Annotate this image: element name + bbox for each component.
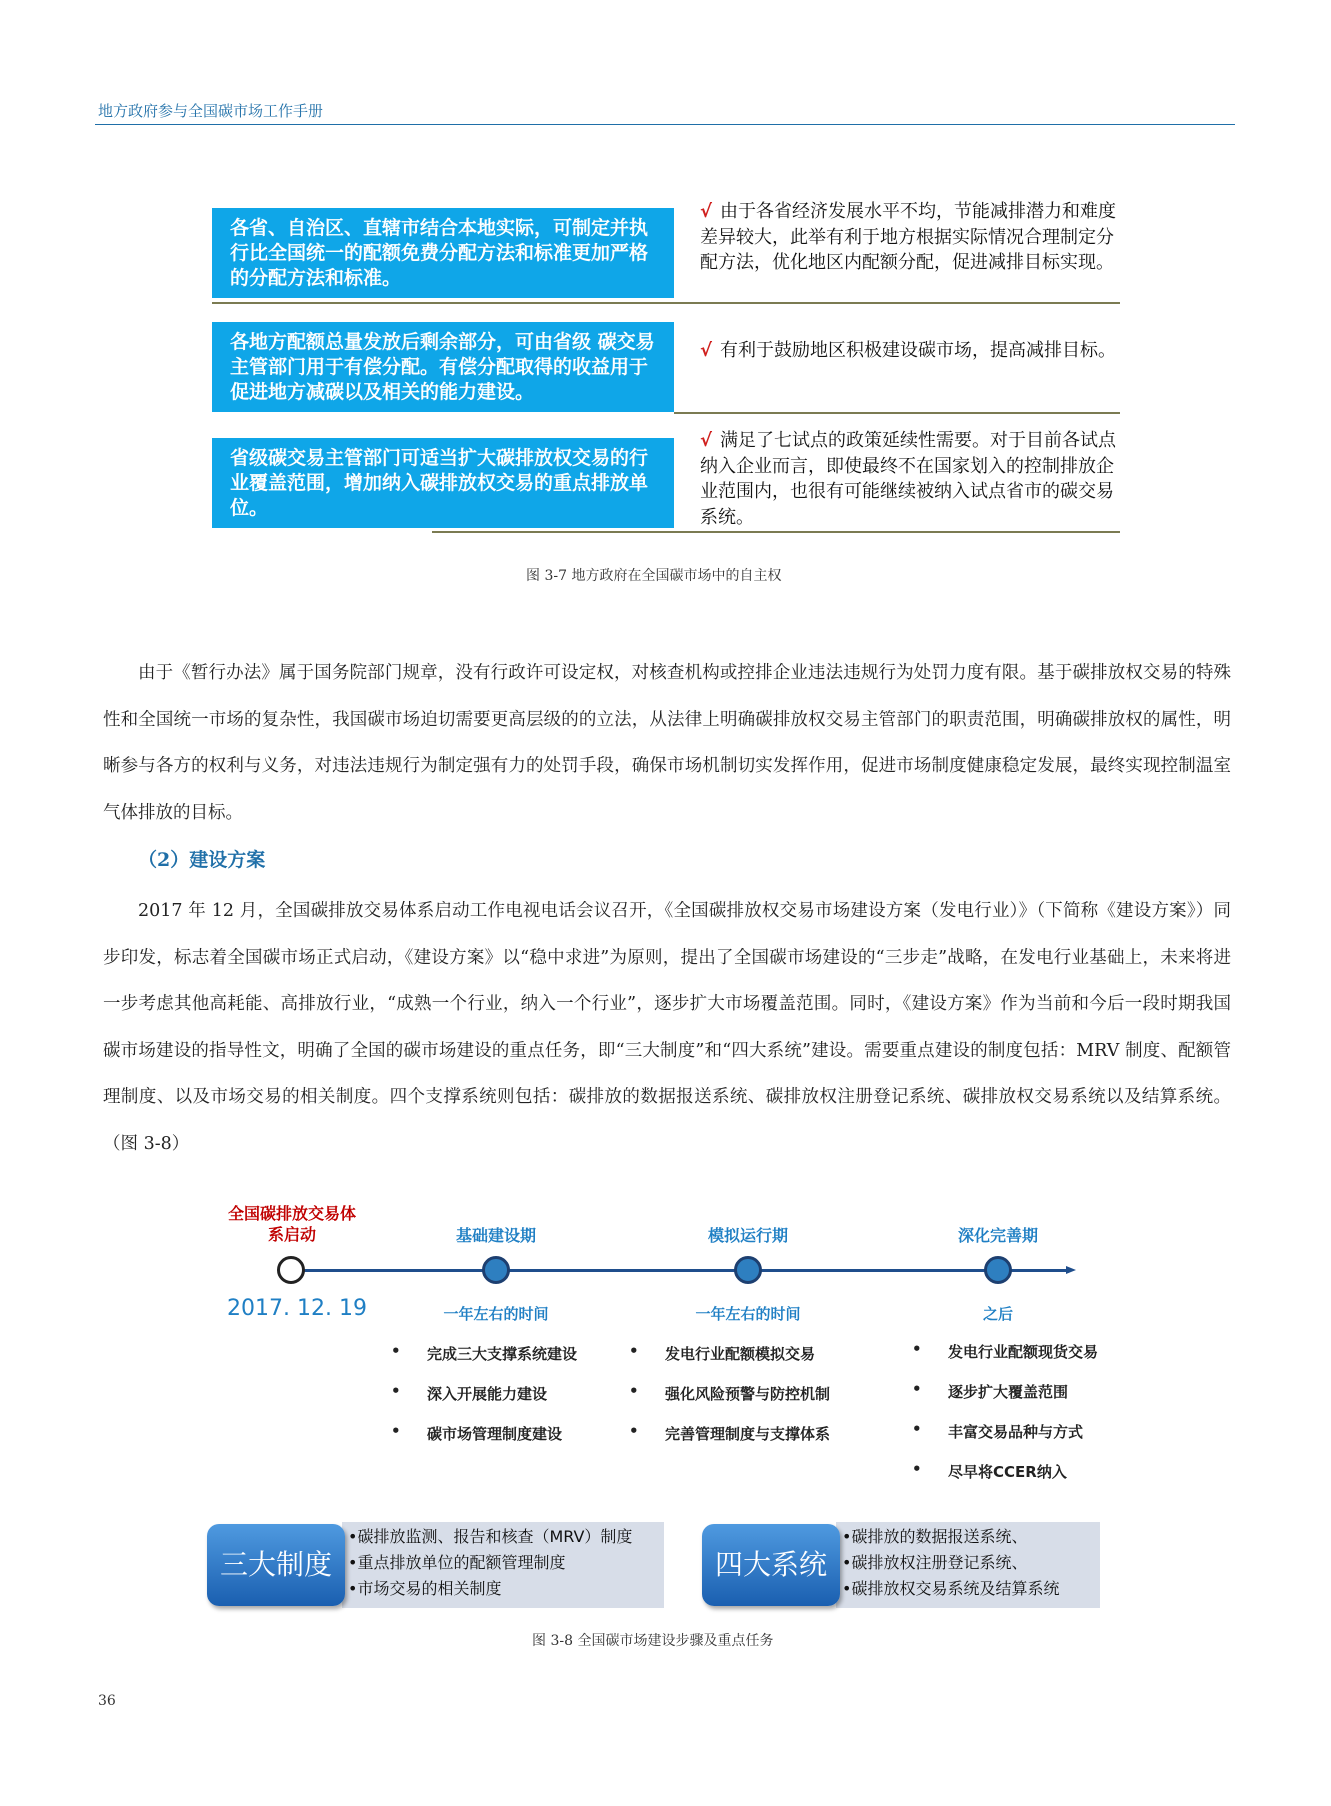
fig7-right-text-2 — [700, 338, 1118, 364]
phase-3-item: • 发电行业配额现货交易 — [912, 1341, 1098, 1381]
phase-2-item: • 强化风险预警与防控机制 — [629, 1383, 830, 1423]
body-paragraph-1: 由于《暂行办法》属于国务院部门规章，没有行政许可设定权，对核查机构或控排企业违法违规行为处罚力度有限。基于碳排放权交易的特殊性和全国统一市场的复杂性，我国碳市场迫切需要更高层级的的立法，从法律上明确碳排放权交易主管部门的职责范围，明确碳排放权的属性，明晰参与各方的权利与义务，对违法违规行为制定强有力的处罚手段，确保市场机制切实发挥作用，促进市场制度健康稳定发展，最终实现控制温室气体排放的目标。 — [103, 663, 1231, 823]
start-date: 2017. 12. 19 — [227, 1296, 367, 1321]
figure-3-7-caption: 图 3-7 地方政府在全国碳市场中的自主权 — [526, 568, 782, 584]
three-systems-item: •碳排放监测、报告和核查（MRV）制度 — [348, 1527, 633, 1546]
phase-items-1 — [391, 1343, 577, 1463]
fig7-right-content-2: 有利于鼓励地区积极建设碳市场，提高减排目标。 — [720, 340, 1117, 361]
phase-node-3 — [984, 1256, 1012, 1284]
fig7-left-box-2: 各地方配额总量发放后剩余部分，可由省级 碳交易主管部门用于有偿分配。有偿分配取得的收益用于促进地方减碳以及相关的能力建设。 — [212, 322, 674, 412]
start-label-line-2: 系启动 — [267, 1225, 316, 1244]
phase-title-1: 基础建设期 — [455, 1226, 536, 1245]
four-systems-title: 四大系统 — [702, 1524, 840, 1606]
fig7-right-text-1 — [700, 199, 1118, 276]
phase-1-item: • 碳市场管理制度建设 — [391, 1423, 577, 1463]
body-paragraph-2: 2017 年 12 月，全国碳排放交易体系启动工作电视电话会议召开，《全国碳排放权交易市场建设方案（发电行业）》（下简称《建设方案》）同步印发，标志着全国碳市场正式启动，《建设方案》以“稳中求进”为原则，提出了全国碳市场建设的“三步走”战略，在发电行业基础上，未来将进一步考虑其他高耗能、高排放行业，“成熟一个行业，纳入一个行业”，逐步扩大市场覆盖范围。同时，《建设方案》作为当前和今后一段时期我国碳市场建设的指导性文，明确了全国的碳市场建设的重点任务，即“三大制度”和“四大系统”建设。需要重点建设的制度包括：MRV 制度、配额管理制度、以及市场交易的相关制度。四个支撑系统则包括：碳排放的数据报送系统、碳排放权注册登记系统、碳排放权交易系统以及结算系统。（图 3-8） — [103, 901, 1231, 1154]
fig7-divider-1 — [212, 302, 1120, 304]
start-label — [212, 1203, 372, 1245]
phase-2-item: • 发电行业配额模拟交易 — [629, 1343, 830, 1383]
fig7-right-content-1: 由于各省经济发展水平不均，节能减排潜力和难度差异较大，此举有利于地方根据实际情况合理制定分配方法，优化地区内配额分配，促进减排目标实现。 — [700, 201, 1117, 273]
four-systems-item: •碳排放权交易系统及结算系统 — [842, 1579, 1060, 1598]
three-systems-item: •重点排放单位的配额管理制度 — [348, 1553, 566, 1572]
three-systems-list — [342, 1522, 664, 1608]
phase-node-1 — [482, 1256, 510, 1284]
phase-3-item: • 逐步扩大覆盖范围 — [912, 1381, 1098, 1421]
three-systems-title: 三大制度 — [207, 1524, 345, 1606]
fig7-left-box-1: 各省、自治区、直辖市结合本地实际，可制定并执行比全国统一的配额免费分配方法和标准更加严格的分配方法和标准。 — [212, 208, 674, 298]
figure-3-8-caption: 图 3-8 全国碳市场建设步骤及重点任务 — [532, 1633, 774, 1649]
phase-3-item: • 尽早将CCER纳入 — [912, 1461, 1098, 1501]
phase-node-2 — [734, 1256, 762, 1284]
phase-duration-2: 一年左右的时间 — [695, 1305, 801, 1323]
timeline-axis — [290, 1269, 1070, 1272]
section-heading: （2）建设方案 — [138, 849, 266, 871]
three-systems-item: •市场交易的相关制度 — [348, 1579, 502, 1598]
page-number: 36 — [98, 1693, 116, 1709]
phase-1-item: • 深入开展能力建设 — [391, 1383, 577, 1423]
fig7-left-box-3: 省级碳交易主管部门可适当扩大碳排放权交易的行业覆盖范围，增加纳入碳排放权交易的重点排放单位。 — [212, 438, 674, 528]
fig7-divider-2 — [674, 412, 1120, 414]
phase-title-3: 深化完善期 — [957, 1226, 1038, 1245]
phase-items-2 — [629, 1343, 830, 1463]
four-systems-list — [836, 1522, 1100, 1608]
phase-1-item: • 完成三大支撑系统建设 — [391, 1343, 577, 1383]
phase-title-2: 模拟运行期 — [707, 1226, 788, 1245]
check-icon: √ — [700, 430, 713, 451]
timeline-arrow-icon — [1066, 1266, 1076, 1274]
check-icon: √ — [700, 201, 713, 222]
start-node — [277, 1256, 305, 1284]
four-systems-item: •碳排放权注册登记系统、 — [842, 1553, 1028, 1572]
fig7-right-text-3 — [700, 428, 1118, 530]
four-systems-item: •碳排放的数据报送系统、 — [842, 1527, 1028, 1546]
phase-2-item: • 完善管理制度与支撑体系 — [629, 1423, 830, 1463]
phase-items-3 — [912, 1341, 1098, 1501]
phase-duration-3: 之后 — [982, 1305, 1013, 1323]
phase-duration-1: 一年左右的时间 — [443, 1305, 549, 1323]
check-icon: √ — [700, 340, 713, 361]
running-header: 地方政府参与全国碳市场工作手册 — [98, 102, 324, 120]
phase-3-item: • 丰富交易品种与方式 — [912, 1421, 1098, 1461]
start-label-line-1: 全国碳排放交易体 — [227, 1204, 356, 1223]
fig7-right-content-3: 满足了七试点的政策延续性需要。对于目前各试点纳入企业而言，即使最终不在国家划入的控制排放企业范围内，也很有可能继续被纳入试点省市的碳交易系统。 — [700, 430, 1117, 528]
fig7-divider-3 — [432, 531, 1120, 533]
header-divider — [95, 124, 1235, 125]
